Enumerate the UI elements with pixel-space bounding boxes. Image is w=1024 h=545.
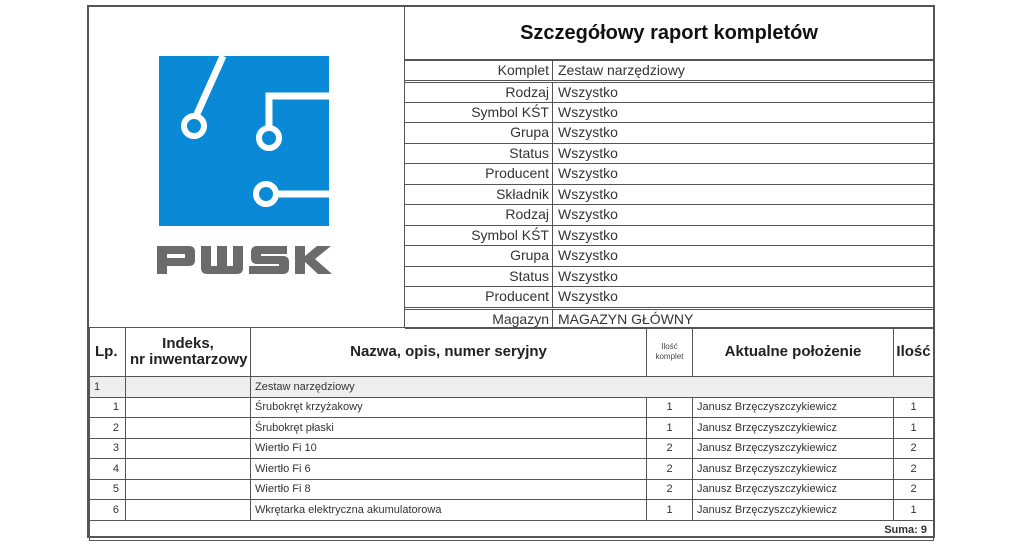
cell-location: Janusz Brzęczyszczykiewicz [693, 418, 894, 439]
filter-value: Wszystko [558, 206, 618, 222]
filter-label: Grupa [405, 123, 553, 143]
table-header-row [90, 328, 934, 377]
filter-value: Wszystko [558, 185, 618, 202]
cell-location: Janusz Brzęczyszczykiewicz [693, 397, 894, 418]
column-header-lp: Lp. [90, 328, 126, 377]
table-row [90, 459, 934, 480]
table-row [90, 479, 934, 500]
filter-label: Status [405, 267, 553, 287]
column-header-index-line2: nr inwentarzowy [130, 351, 248, 368]
cell-qty: 2 [894, 438, 934, 459]
filter-value: Wszystko [558, 288, 618, 304]
filter-value: Wszystko [558, 247, 618, 263]
cell-name: Śrubokręt krzyżakowy [251, 397, 647, 418]
sum-row [90, 520, 934, 540]
column-header-qty-set-line1: Ilość [661, 342, 678, 351]
filter-row-component-producent [405, 287, 933, 308]
column-header-location: Aktualne położenie [693, 328, 894, 377]
cell-index [126, 459, 251, 480]
filter-row-komplet [405, 60, 933, 81]
filter-label: Komplet [405, 61, 553, 80]
cell-location: Janusz Brzęczyszczykiewicz [693, 500, 894, 521]
filter-value: Wszystko [558, 124, 618, 140]
table-row [90, 418, 934, 439]
cell-index [126, 500, 251, 521]
group-empty [693, 377, 894, 398]
filter-row-rodzaj [405, 82, 933, 103]
group-lp: 1 [90, 377, 126, 398]
filter-list [405, 60, 933, 329]
filter-row-grupa [405, 123, 933, 144]
filter-label: Status [405, 144, 553, 164]
cell-location: Janusz Brzęczyszczykiewicz [693, 479, 894, 500]
cell-qty: 2 [894, 479, 934, 500]
report-page [87, 5, 935, 538]
cell-name: Śrubokręt płaski [251, 418, 647, 439]
cell-name: Wiertło Fi 6 [251, 459, 647, 480]
column-header-name: Nazwa, opis, numer seryjny [251, 328, 647, 377]
group-row [90, 377, 934, 398]
group-name: Zestaw narzędziowy [251, 377, 647, 398]
sum-total: Suma: 9 [90, 520, 934, 540]
cell-location: Janusz Brzęczyszczykiewicz [693, 438, 894, 459]
group-empty [894, 377, 934, 398]
cell-qty-set: 2 [647, 459, 693, 480]
filter-label: Składnik [405, 185, 553, 205]
table-row [90, 397, 934, 418]
cell-lp: 4 [90, 459, 126, 480]
filter-row-magazyn [405, 309, 933, 330]
filter-row-component-symbol-kst [405, 226, 933, 247]
filter-label: Symbol KŚT [405, 103, 553, 123]
cell-qty: 1 [894, 397, 934, 418]
filter-label: Producent [405, 287, 553, 307]
group-empty [647, 377, 693, 398]
filter-row-component-grupa [405, 246, 933, 267]
pwsk-logo-text [155, 240, 333, 280]
filter-label: Rodzaj [405, 83, 553, 102]
column-header-qty-set-line2: komplet [655, 352, 684, 361]
filter-value: Zestaw narzędziowy [558, 62, 685, 78]
cell-lp: 3 [90, 438, 126, 459]
filter-row-skladnik [405, 185, 933, 206]
items-table [89, 327, 934, 541]
cell-qty: 1 [894, 418, 934, 439]
column-header-index [126, 328, 251, 377]
cell-index [126, 418, 251, 439]
filter-label: Producent [405, 164, 553, 184]
filter-label: Symbol KŚT [405, 226, 553, 246]
filter-row-producent [405, 164, 933, 185]
cell-name: Wiertło Fi 10 [251, 438, 647, 459]
filter-value: Wszystko [558, 103, 618, 120]
cell-qty-set: 1 [647, 500, 693, 521]
pwsk-logo-icon [159, 56, 329, 226]
filter-label: Rodzaj [405, 205, 553, 225]
filter-value: MAGAZYN GŁÓWNY [558, 310, 694, 327]
column-header-index-line1: Indeks, [162, 335, 214, 352]
cell-lp: 1 [90, 397, 126, 418]
filter-value: Wszystko [558, 84, 618, 100]
cell-qty-set: 2 [647, 479, 693, 500]
filter-label: Magazyn [405, 310, 553, 329]
cell-name: Wkrętarka elektryczna akumulatorowa [251, 500, 647, 521]
cell-location: Janusz Brzęczyszczykiewicz [693, 459, 894, 480]
filter-row-symbol-kst [405, 103, 933, 124]
cell-name: Wiertło Fi 8 [251, 479, 647, 500]
logo-cell [89, 7, 405, 327]
table-row [90, 500, 934, 521]
cell-index [126, 438, 251, 459]
cell-lp: 5 [90, 479, 126, 500]
filter-row-status [405, 144, 933, 165]
cell-qty-set: 2 [647, 438, 693, 459]
table-row [90, 438, 934, 459]
filter-value: Wszystko [558, 226, 618, 243]
group-index [126, 377, 251, 398]
cell-lp: 6 [90, 500, 126, 521]
filter-row-component-rodzaj [405, 205, 933, 226]
filter-label: Grupa [405, 246, 553, 266]
report-title: Szczegółowy raport kompletów [405, 7, 933, 60]
cell-qty: 2 [894, 459, 934, 480]
cell-lp: 2 [90, 418, 126, 439]
column-header-qty-set [647, 328, 693, 377]
filter-value: Wszystko [558, 144, 618, 161]
filter-value: Wszystko [558, 267, 618, 284]
cell-index [126, 479, 251, 500]
cell-index [126, 397, 251, 418]
items-table-wrapper [89, 327, 933, 541]
column-header-qty: Ilość [894, 328, 934, 377]
cell-qty: 1 [894, 500, 934, 521]
filter-value: Wszystko [558, 165, 618, 181]
cell-qty-set: 1 [647, 418, 693, 439]
filter-row-component-status [405, 267, 933, 288]
cell-qty-set: 1 [647, 397, 693, 418]
